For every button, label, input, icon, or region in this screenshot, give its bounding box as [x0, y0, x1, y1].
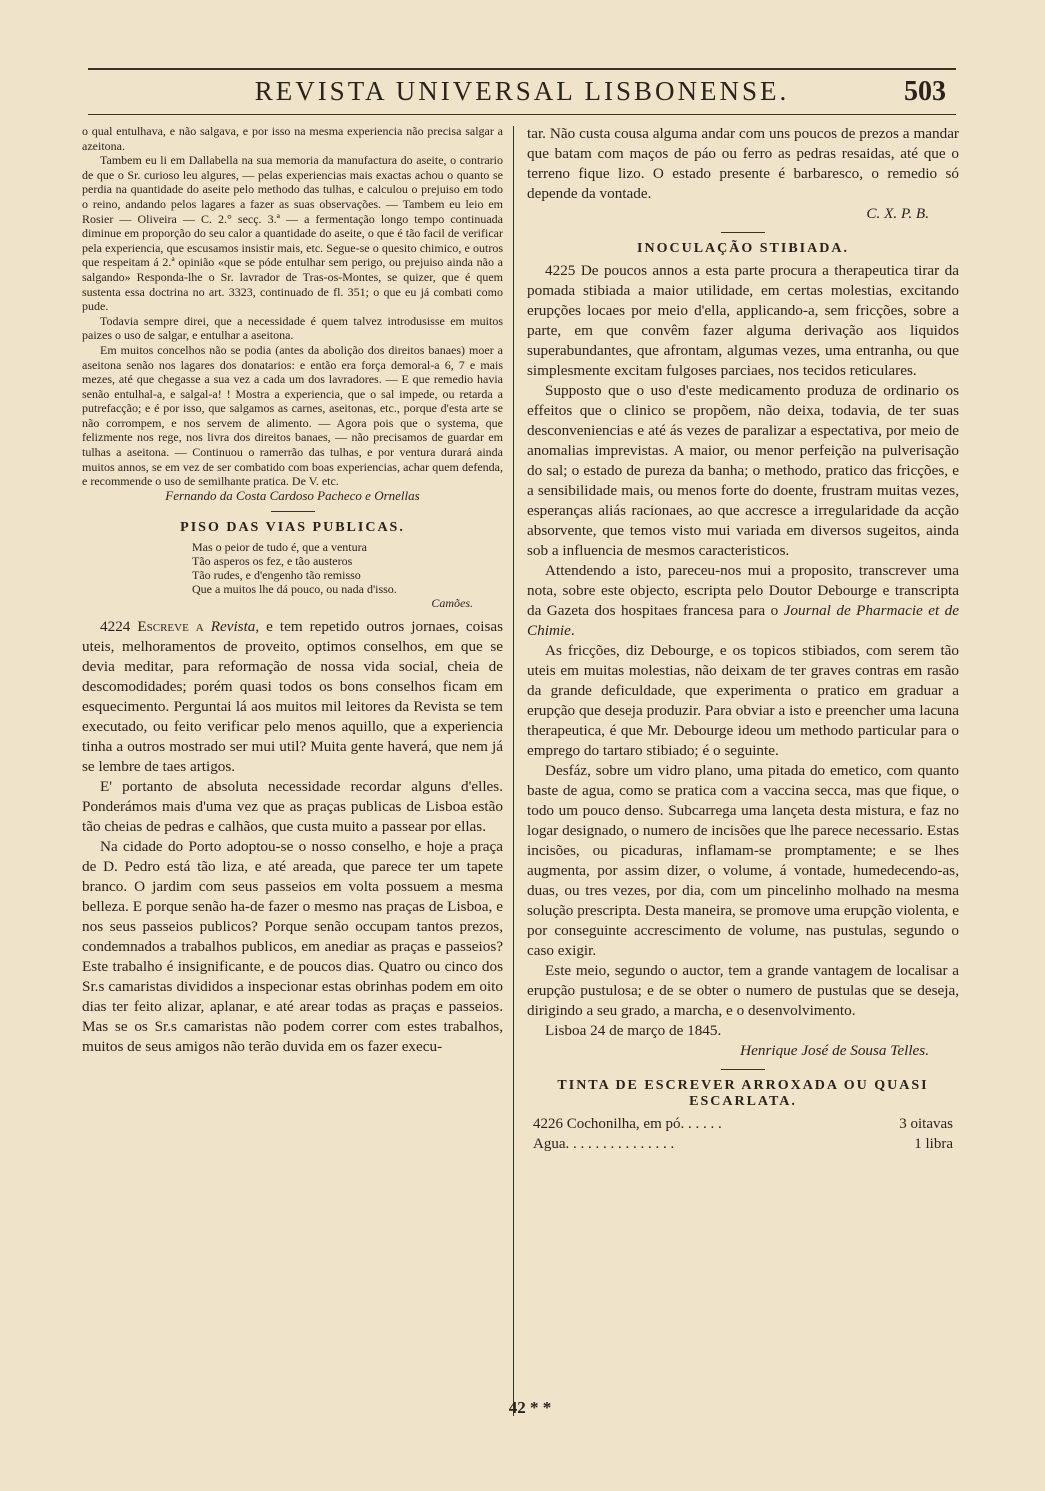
paragraph-text: De poucos annos a esta parte procura a therapeutica tirar da pomada stibiada a maior utilidade, em certas molestias, excitando erupções locaes por meio d'ella, applicando-a, sem fricções, sobre a parte, em que convêm fazer alguma derivação aos liquidos superabundantes, que afrontam, algumas vezes, uma entranha, ou que simplesmente excitam fulgoses parciaes, nos tecidos reticulares. [527, 262, 959, 379]
paragraph-text: . [570, 622, 575, 639]
quantity: 3 oitavas [899, 1116, 953, 1132]
journal-name: Revista [210, 618, 256, 636]
ingredient: Agua. . . . . . . . . . . . . . . [533, 1136, 675, 1152]
author-signature: Henrique José de Sousa Telles. [740, 1042, 929, 1059]
article-body [82, 617, 503, 1057]
paragraph: Este meio, segundo o auctor, tem a grande vantagem de localisar a erupção pustulosa; e de se obter o numero de pustulas que se deseja, dirigindo a seu grado, a marcha, e o desenvolvimento. [527, 962, 959, 1019]
masthead [88, 76, 956, 114]
paragraph: Supposto que o uso d'este medicamento produza de ordinario os effeitos que o clinico se propõem, não deixa, todavia, de ter suas desconveniencias e até ás vezes de paralizar a espectativa, por meio de anomalias imprevistas. A maior, ou menor perfeição na pulverisação do sal; o estado de pureza da banha; o methodo, pratico das fricções, e a sensibilidade mais, ou menos forte do doente, frustram muitas vezes, esperanças aliás racionaes, ao que accresce a irregularidade da acção absorvente, que temos visto mui variada em diversos sugeitos, ainda sob a influencia de mesmos caracteristicos. [527, 382, 959, 559]
paragraph: Desfáz, sobre um vidro plano, uma pitada do emetico, com quanto baste de agua, como se pratica com a vaccina secca, mas que fique, o todo um pouco denso. Subcarrega uma lançeta desta mistura, e faz no logar designado, o numero de incisões que lhe parece necessario. Estas incisões, ou picaduras, inflamam-se promptamente; e se lhes augmenta, por assim dizer, o volume, á vontade, humedecendo-as, duas, ou tres vezes, por dia, com um pincelinho molhado na mesma solução prescripta. Desta maneira, se promove uma erupção violenta, e por conseguinte accrescimento de volume, nas pustulas, segundo o caso exigir. [527, 762, 959, 959]
lead-word: Escreve a [137, 618, 204, 636]
recipe-item [533, 1114, 722, 1134]
right-column [527, 124, 959, 1414]
author-signature: Fernando da Costa Cardoso Pacheco e Ornellas [165, 487, 420, 503]
continued-article [82, 124, 503, 503]
verse-line: Mas o peior de tudo é, que a ventura [192, 540, 367, 555]
paragraph [82, 617, 503, 777]
page-number: 503 [904, 76, 946, 107]
verse-line: Tão asperos os fez, e tão austeros [192, 554, 353, 569]
signature-mark: 42 * * [508, 1398, 552, 1417]
author-signature: C. X. P. B. [866, 205, 929, 222]
journal-title: Journal de Pharmacie et de Chimie [527, 602, 959, 639]
article-continuation [527, 124, 959, 224]
paragraph: Tambem eu li em Dallabella na sua memoria da manufactura do aseite, o contrario de que o Sr. curioso leu algures, — pelas experiencias mais exactas achou o quanto se perdia na quantidade do aseite pelo methodo das tulhas, e calculou o prejuiso em todo o reino, andando pelos lagares a fazer as suas observações. — Tambem eu leio em Rosier — Oliveira — C. 2.° secç. 3.ª — a fermentação longo tempo continuada diminue em proporção do seu calor a quantidade do aseite, o que é tão facil de verificar pela experiencia, que escusamos insistir mais, etc. Segue-se o quesito chimico, e outros que respeitam á 2.ª opinião «que se póde entulhar sem perigo, ou prejuiso ainda não a salgando» Responda-lhe o Sr. lavrador de Tras-os-Montes, se quizer, que é quem sustenta essa doctrina no art. 3323, continuado de fl. 351; o que eu já combati como pude. [82, 153, 503, 314]
separator [721, 1069, 765, 1070]
header-rule [88, 114, 956, 115]
ingredient: Cochonilha, em pó. . . . . . [566, 1116, 722, 1132]
verse-attribution: Camões. [431, 596, 473, 611]
paragraph [527, 261, 959, 381]
paragraph: Em muitos concelhos não se podia (antes da abolição dos direitos banaes) moer a aseitona senão nos lagares dos donatarios: e então era força demoral-a 6, 7 e mais mezes, até que chegasse a sua vez a cada um dos lavradores. — E que remedio havia senão entulhal-a, e salgal-a! ! Mostra a experiencia, que o sal impede, ou retarda a putrefacção; e é por isso, que salgamos as carnes, aseitonas, etc., porque d'esta arte se não corrompem, e nos servem de alimento. — Agora pois que o systema, que felizmente nos rege, nos livra dos direitos banaes, — não precisamos de guardar em tulhas a aseitona. — Continuou o ramerrão das tulhas, e por ventura durará ainda muitos annos, se em vez de ser combatido com boas experiencias, achar quem defenda, e recommende o uso de semilhante pratica. De V. etc. [82, 342, 503, 489]
article-heading: PISO DAS VIAS PUBLICAS. [180, 520, 405, 536]
recipe-line [533, 1114, 953, 1134]
recipe-line [533, 1134, 953, 1154]
dateline: Lisboa 24 de março de 1845. [545, 1022, 722, 1039]
article-body [527, 261, 959, 1061]
recipe [527, 1114, 959, 1154]
paragraph-text: Attendendo a isto, pareceu-nos mui a proposito, transcrever uma nota, sobre este objecto, escripta pelo Doutor Debourge e transcripta da Gazeta dos hospitaes francesa para o [527, 562, 959, 619]
top-rule [88, 68, 956, 70]
verse-line: Tão rudes, e d'engenho tão remisso [192, 568, 361, 583]
paragraph: o qual entulhava, e não salgava, e por isso na mesma experiencia não precisa salgar a azeitona. [82, 124, 503, 153]
separator [721, 232, 765, 233]
column-divider [513, 126, 514, 1416]
article-number: 4225 [545, 262, 576, 279]
quantity: 1 libra [914, 1136, 953, 1152]
paragraph: Todavia sempre direi, que a necessidade é quem talvez introdusisse em muitos paizes o uso de salgar, e entulhar a aseitona. [82, 313, 503, 343]
separator [271, 511, 315, 512]
article-heading: TINTA DE ESCREVER ARROXADA OU QUASI ESCARLATA. [557, 1078, 929, 1109]
article-number: 4224 [100, 618, 131, 636]
epigraph [82, 540, 503, 611]
left-column [82, 124, 503, 1414]
paragraph-text: , e tem repetido outros jornaes, coisas uteis, melhoramentos de proveito, optimos conselhos, em que se devia meditar, para reformação de nossa vida social, cheia de descomodidades; porém quasi todos os bons conselhos ficam em esquecimento. Perguntai lá aos muitos mil leitores da Revista se tem executado, ou feito verificar pelo menos aquillo, que a experiencia tinha a outros mostrado ser mui util? Muita gente haverá, que nem já se lembre de taes artigos. [82, 618, 503, 776]
paragraph: As fricções, diz Debourge, e os topicos stibiados, com serem tão uteis em muitas molestias, não deixam de ter graves contras em rasão da grande deficuldade, que experimenta o pratico em graduar a erupção que deseja produzir. Para obviar a isto e preencher uma lacuna therapeutica, é que Mr. Debourge ideou um methodo particular para o emprego do tartaro stibiado; é o seguinte. [527, 642, 959, 759]
paragraph: Na cidade do Porto adoptou-se o nosso conselho, e hoje a praça de D. Pedro está tão liza, e até areada, que parece ter um tapete branco. O jardim com seus passeios em volta possuem a mesma belleza. E porque senão ha-de fazer o mesmo nas praças de Lisboa, e nos seus passeios publicos? Porque senão occupam tantos prezos, condemnados a trabalhos publicos, em anediar as praças e passeios? Este trabalho é insignificante, e de poucos dias. Quatro ou cinco dos Sr.s camaristas divididos a inspecionar estas obrinhas podem em oito dias ter feito alizar, aplanar, e até arear todas as praças e passeios. Mas se os Sr.s camaristas não podem correr com estes trabalhos, muitos de seus amigos não terão duvida em os fazer execu- [82, 838, 503, 1056]
paragraph [527, 561, 959, 641]
article-number: 4226 [533, 1116, 563, 1132]
paragraph: tar. Não custa cousa alguma andar com uns poucos de prezos a mandar que batam com maços de páo ou ferro as pedras resaidas, até que o terreno fique lizo. O estado presente é barbaresco, o remedio só depende da vontade. [527, 125, 959, 202]
paragraph: E' portanto de absoluta necessidade recordar alguns d'elles. Ponderámos mais d'uma vez que as praças publicas de Lisboa estão tão cheias de pedras e calhãos, que custa muito a passear por ellas. [82, 778, 503, 836]
running-title: REVISTA UNIVERSAL LISBONENSE. [254, 76, 790, 106]
article-heading: INOCULAÇÃO STIBIADA. [637, 241, 849, 256]
verse-line: Que a muitos lhe dá pouco, ou nada d'isso. [192, 582, 397, 597]
